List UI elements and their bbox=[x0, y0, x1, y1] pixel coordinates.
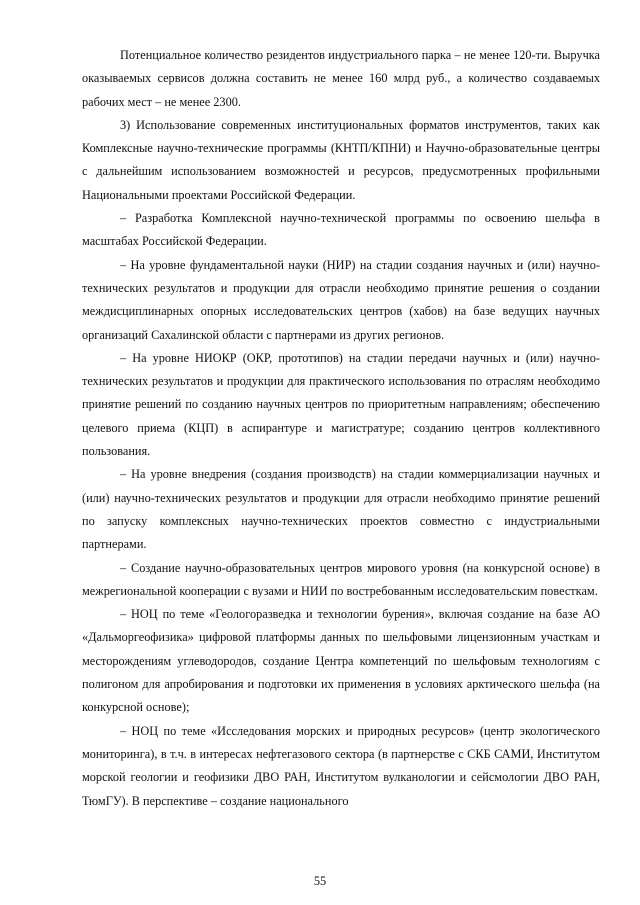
page-number: 55 bbox=[313, 874, 327, 888]
paragraph-noc-geology: – НОЦ по теме «Геологоразведка и технологии бурения», включая создание на базе АО «Дальморгеофизика» цифровой платформы данных по шельфовыми лицензионным участкам и месторождениям углеводородов, создание Центра компетенций по шельфовым технологиям с полигоном для апробирования и подготовки их применения в условиях арктического шельфа (на конкурсной основе); bbox=[82, 607, 600, 715]
body-text bbox=[82, 44, 600, 813]
paragraph-niokr: – На уровне НИОКР (ОКР, прототипов) на стадии передачи научных и (или) научно-технических результатов и продукции для практического использования по отраслям необходимо принятие решений по созданию научных центров по приоритетным направлениям; обеспечению целевого приема (КЦП) в аспирантуре и магистратуре; созданию центров коллективного пользования. bbox=[82, 350, 600, 459]
paragraph-fundamental-science: – На уровне фундаментальной науки (НИР) на стадии создания научных и (или) научно-технических результатов и продукции для отрасли необходимо принятие решения о создании междисциплинарных опорных исследовательских центров (хабов) на базе ведущих научных организаций Сахалинской области с партнерами из других регионов. bbox=[82, 257, 600, 342]
paragraph-world-class-centers: – Создание научно-образовательных центров мирового уровня (на конкурсной основе) в межрегиональной кооперации с вузами и НИИ по востребованным исследовательским повесткам. bbox=[82, 560, 600, 598]
paragraph-shelf-program: – Разработка Комплексной научно-технической программы по освоению шельфа в масштабах Российской Федерации. bbox=[82, 211, 600, 249]
paragraph-industrial-park: Потенциальное количество резидентов индустриального парка – не менее 120-ти. Выручка оказываемых сервисов должна составить не менее 160 млрд руб., а количество создаваемых рабочих мест – не менее 2300. bbox=[82, 48, 600, 109]
paragraph-implementation: – На уровне внедрения (создания производств) на стадии коммерциализации научных и (или) научно-технических результатов и продукции для отрасли необходимо принятие решений по запуску комплексных научно-технических проектов совместно с индустриальными партнерами. bbox=[82, 467, 600, 552]
paragraph-noc-marine-resources: – НОЦ по теме «Исследования морских и природных ресурсов» (центр экологического мониторинга), в т.ч. в интересах нефтегазового сектора (в партнерстве с СКБ САМИ, Институтом морской геологии и геофизики ДВО РАН, Институтом вулканологии и сейсмологии ДВО РАН, ТюмГУ). В перспективе – создание национального bbox=[82, 723, 600, 808]
paragraph-institutional-formats: 3) Использование современных институциональных форматов инструментов, таких как Комплексные научно-технические программы (КНТП/КПНИ) и Научно-образовательные центры с дальнейшим использованием возможностей и ресурсов, предусмотренных профильными Национальными проектами Российской Федерации. bbox=[82, 117, 600, 202]
